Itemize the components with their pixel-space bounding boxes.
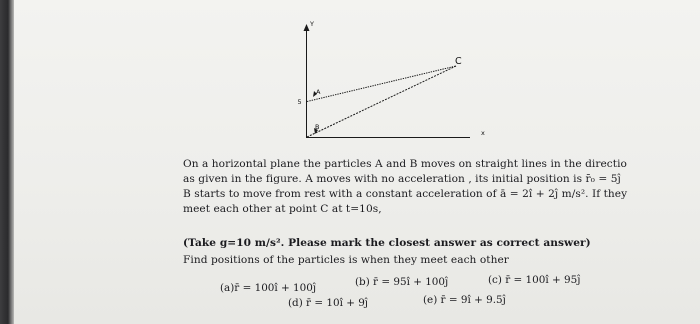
option-d[interactable]: (d) r̄ = 10î + 9ĵ <box>288 297 369 309</box>
problem-question <box>183 253 593 268</box>
path-a <box>307 66 456 102</box>
option-e[interactable]: (e) r̄ = 9î + 9.5ĵ <box>423 294 506 306</box>
option-a[interactable]: (a)r̄ = 100î + 100ĵ <box>220 282 317 294</box>
problem-statement <box>183 157 628 217</box>
point-b-label: B <box>315 123 320 131</box>
tick-label-5: 5 <box>297 98 302 106</box>
problem-note <box>183 236 593 251</box>
option-c[interactable]: (c) r̄ = 100î + 95ĵ <box>488 274 581 286</box>
y-axis-arrow <box>304 24 310 31</box>
motion-diagram <box>0 0 700 150</box>
problem-line-4: meet each other at point C at t=10s, <box>183 203 382 215</box>
x-axis-label: x <box>481 129 485 137</box>
option-b[interactable]: (b) r̄ = 95î + 100ĵ <box>355 276 449 288</box>
question-line: Find positions of the particles is when they meet each other <box>183 254 509 266</box>
problem-line-3: B starts to move from rest with a constant acceleration of ā = 2î + 2ĵ m/s². If they <box>183 188 628 200</box>
path-b <box>307 66 456 137</box>
problem-line-1: On a horizontal plane the particles A and B moves on straight lines in the directio <box>183 158 627 170</box>
problem-line-2: as given in the figure. A moves with no acceleration , its initial position is r̄₀ = 5ĵ <box>183 173 621 185</box>
y-axis-label: Y <box>310 20 314 28</box>
point-c-label: C <box>455 56 462 67</box>
point-a-label: A <box>316 88 321 96</box>
note-line: (Take g=10 m/s². Please mark the closest answer as correct answer) <box>183 237 591 249</box>
